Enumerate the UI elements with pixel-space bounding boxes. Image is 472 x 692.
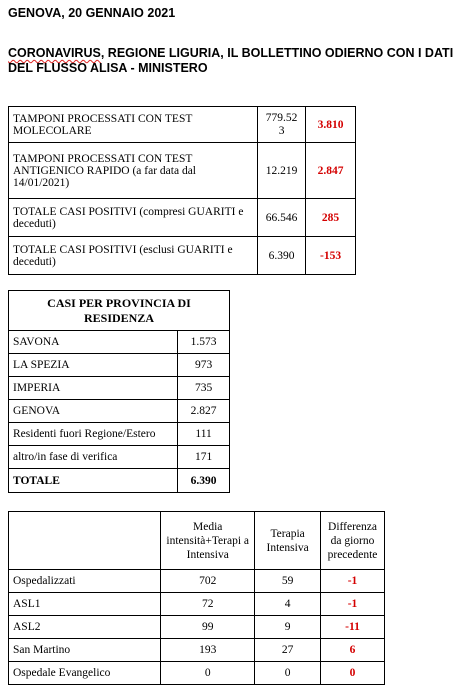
row-value: 6.390: [258, 237, 306, 275]
row-value: 171: [178, 446, 230, 469]
header-empty: [9, 512, 161, 570]
row-value: 12.219: [258, 143, 306, 199]
row-diff: -1: [321, 593, 385, 616]
row-media: 72: [161, 593, 255, 616]
row-label: SAVONA: [9, 331, 178, 354]
row-diff: -11: [321, 616, 385, 639]
title-keyword: CORONAVIRUS: [8, 46, 101, 60]
table-total-row: [9, 469, 230, 493]
table-row: [9, 593, 385, 616]
row-label: altro/in fase di verifica: [9, 446, 178, 469]
hospital-table: [8, 511, 385, 685]
row-media: 99: [161, 616, 255, 639]
page-date: GENOVA, 20 GENNAIO 2021: [8, 6, 176, 20]
row-value: 111: [178, 423, 230, 446]
row-label: Ospedalizzati: [9, 570, 161, 593]
table-row: [9, 143, 356, 199]
row-ti: 0: [255, 662, 321, 685]
row-label: IMPERIA: [9, 377, 178, 400]
row-value: 66.546: [258, 199, 306, 237]
row-label: LA SPEZIA: [9, 354, 178, 377]
table-row: [9, 662, 385, 685]
row-value: 1.573: [178, 331, 230, 354]
row-ti: 59: [255, 570, 321, 593]
row-delta: -153: [306, 237, 356, 275]
row-label: ASL2: [9, 616, 161, 639]
row-value: 973: [178, 354, 230, 377]
table-row: [9, 400, 230, 423]
total-value: 6.390: [178, 469, 230, 493]
row-media: 702: [161, 570, 255, 593]
table-row: [9, 446, 230, 469]
row-ti: 4: [255, 593, 321, 616]
table-row: [9, 354, 230, 377]
table-row: [9, 199, 356, 237]
row-label: GENOVA: [9, 400, 178, 423]
total-label: TOTALE: [9, 469, 178, 493]
table-row: [9, 237, 356, 275]
row-ti: 27: [255, 639, 321, 662]
row-diff: -1: [321, 570, 385, 593]
row-value: 779.52 3: [258, 107, 306, 143]
title-rest: , REGIONE LIGURIA, IL BOLLETTINO ODIERNO CON I DATI DEL FLUSSO ALISA - MINISTERO: [8, 46, 454, 75]
header-media: Media intensità+Terapi a Intensiva: [161, 512, 255, 570]
table-row: [9, 570, 385, 593]
row-media: 193: [161, 639, 255, 662]
row-diff: 6: [321, 639, 385, 662]
tamponi-table: [8, 106, 356, 275]
row-value: 2.827: [178, 400, 230, 423]
province-table: [8, 290, 230, 493]
table-row: [9, 331, 230, 354]
header-diff: Differenza da giorno precedente: [321, 512, 385, 570]
row-label: Residenti fuori Regione/Estero: [9, 423, 178, 446]
row-value: 735: [178, 377, 230, 400]
table-header-row: [9, 512, 385, 570]
table-row: [9, 423, 230, 446]
row-delta: 3.810: [306, 107, 356, 143]
header-ti: Terapia Intensiva: [255, 512, 321, 570]
row-media: 0: [161, 662, 255, 685]
row-label: San Martino: [9, 639, 161, 662]
row-label: ASL1: [9, 593, 161, 616]
row-diff: 0: [321, 662, 385, 685]
row-delta: 2.847: [306, 143, 356, 199]
table-row: [9, 616, 385, 639]
page-title: [8, 46, 468, 76]
row-label: TOTALE CASI POSITIVI (compresi GUARITI e deceduti): [9, 199, 258, 237]
row-label: Ospedale Evangelico: [9, 662, 161, 685]
province-table-header: CASI PER PROVINCIA DI RESIDENZA: [9, 291, 230, 331]
table-header-row: [9, 291, 230, 331]
row-label: TOTALE CASI POSITIVI (esclusi GUARITI e deceduti): [9, 237, 258, 275]
table-row: [9, 107, 356, 143]
table-row: [9, 639, 385, 662]
row-ti: 9: [255, 616, 321, 639]
row-delta: 285: [306, 199, 356, 237]
row-label: TAMPONI PROCESSATI CON TEST ANTIGENICO RAPIDO (a far data dal 14/01/2021): [9, 143, 258, 199]
row-label: TAMPONI PROCESSATI CON TEST MOLECOLARE: [9, 107, 258, 143]
table-row: [9, 377, 230, 400]
